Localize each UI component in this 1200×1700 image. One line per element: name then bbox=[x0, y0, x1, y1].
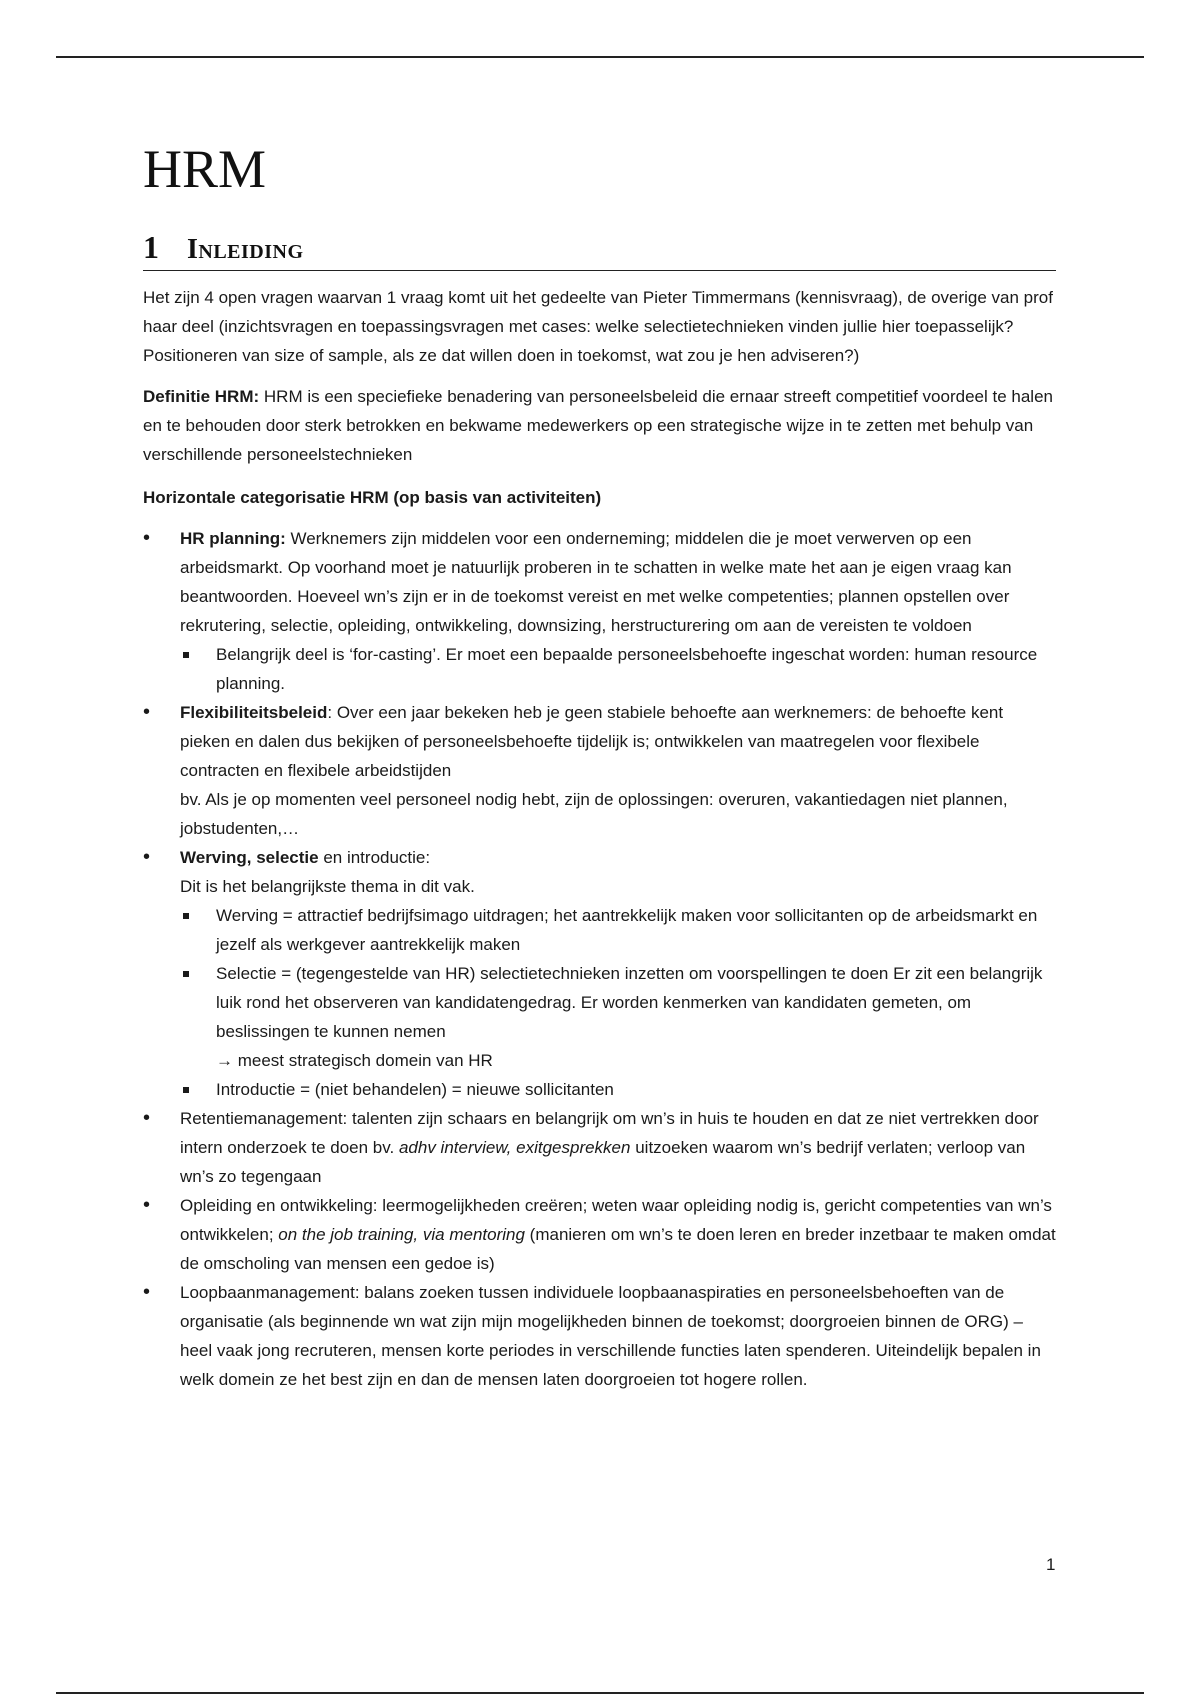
werving-sub1: Werving = attractief bedrijfsimago uitdragen; het aantrekkelijk maken voor sollicitanten op de arbeidsmarkt en jezelf als werkgever aantrekkelijk maken bbox=[216, 906, 1038, 955]
bullet-icon: • bbox=[143, 1194, 151, 1217]
bullet-icon: • bbox=[143, 527, 151, 550]
list-item-retentie bbox=[143, 1104, 1056, 1191]
categorisation-heading: Horizontale categorisatie HRM (op basis van activiteiten) bbox=[143, 488, 602, 508]
list-item-flexibiliteitsbeleid bbox=[143, 698, 1056, 843]
retentie-text-before: Retentiemanagement: talenten zijn schaars en belangrijk om wn’s in huis te houden en dat ze niet vertrekken door intern onderzoek te doen bv. bbox=[180, 1109, 1039, 1158]
opleiding-text-after: (manieren om wn’s te doen leren en breder inzetbaar te maken omdat de omscholing van mensen een gedoe is) bbox=[180, 1225, 1056, 1274]
activity-list bbox=[143, 524, 1056, 1394]
definition-paragraph bbox=[143, 382, 1056, 469]
header-rule bbox=[56, 56, 1144, 58]
werving-sub2: Selectie = (tegengestelde van HR) selectietechnieken inzetten om voorspellingen te doen Er zit een belangrijk luik rond het observeren van kandidatengedrag. Er worden kenmerken van kandidaten gemeten, om beslissingen te kunnen nemen bbox=[216, 964, 1043, 1042]
footer-rule bbox=[56, 1692, 1144, 1694]
hr-planning-sub1: Belangrijk deel is ‘for-casting’. Er moet een bepaalde personeelsbehoefte ingeschat worden: human resource planning. bbox=[216, 645, 1038, 694]
section-title: Inleiding bbox=[187, 234, 304, 266]
retentie-italic: adhv interview, exitgesprekken bbox=[398, 1138, 631, 1158]
hr-planning-label: HR planning: bbox=[180, 529, 286, 549]
retentie-text-after: uitzoeken waarom wn’s bedrijf verlaten; verloop van wn’s zo tegengaan bbox=[180, 1138, 1026, 1187]
loopbaan-text: Loopbaanmanagement: balans zoeken tussen individuele loopbaanaspiraties en personeelsbehoeften van de organisatie (als beginnende wn wat zijn mijn mogelijkheden binnen de toekomst; doorgroeien binnen de ORG) – heel vaak jong recruteren, mensen korte periodes in verschillende functies laten spenderen. Uiteindelijk bepalen in welk domein ze het best zijn en dan de mensen laten doorgroeien tot hogere rollen. bbox=[180, 1283, 1041, 1390]
flex-label: Flexibiliteitsbeleid bbox=[180, 703, 328, 723]
werving-sublist bbox=[180, 901, 1056, 1104]
section-heading bbox=[143, 229, 1056, 271]
list-item-werving bbox=[143, 843, 1056, 1104]
document-title: HRM bbox=[143, 139, 267, 199]
hr-planning-text: Werknemers zijn middelen voor een onderneming; middelen die je moet verwerven op een arbeidsmarkt. Op voorhand moet je natuurlijk proberen in te schatten in welke mate het aan je eigen vraag kan beantwoorden. Hoeveel wn’s zijn er in de toekomst vereist en met welke competenties; plannen opstellen over rekrutering, selectie, opleiding, ontwikkeling, downsizing, herstructurering om aan de vereisten te voldoen bbox=[180, 529, 1012, 636]
list-item-opleiding bbox=[143, 1191, 1056, 1278]
flex-text: : Over een jaar bekeken heb je geen stabiele behoefte aan werknemers: de behoefte kent pieken en dalen dus bekijken of personeelsbehoefte tijdelijk is; ontwikkelen van maatregelen voor flexibele contracten en flexibele arbeidstijden bbox=[180, 703, 1004, 781]
definition-text: HRM is een speciefieke benadering van personeelsbeleid die ernaar streeft competitief voordeel te halen en te behouden door sterk betrokken en bekwame medewerkers op een strategische wijze in te zetten met behulp van verschillende personeelstechnieken bbox=[143, 387, 1053, 465]
list-item-loopbaan bbox=[143, 1278, 1056, 1394]
sub-list-item bbox=[180, 640, 1056, 698]
square-bullet-icon bbox=[183, 652, 189, 658]
hr-planning-sublist bbox=[180, 640, 1056, 698]
section-number: 1 bbox=[143, 229, 159, 266]
definition-label: Definitie HRM: bbox=[143, 387, 260, 407]
list-item-hr-planning bbox=[143, 524, 1056, 698]
square-bullet-icon bbox=[183, 1087, 189, 1093]
square-bullet-icon bbox=[183, 913, 189, 919]
page-number: 1 bbox=[1046, 1555, 1056, 1574]
square-bullet-icon bbox=[183, 971, 189, 977]
werving-sub3: Introductie = (niet behandelen) = nieuwe sollicitanten bbox=[216, 1080, 614, 1100]
bullet-icon: • bbox=[143, 846, 151, 869]
intro-paragraph: Het zijn 4 open vragen waarvan 1 vraag komt uit het gedeelte van Pieter Timmermans (kennisvraag), de overige van prof haar deel (inzichtsvragen en toepassingsvragen met cases: welke selectietechnieken vinden jullie hier toepasselijk? Positioneren van size of sample, als ze dat willen doen in toekomst, wat zou je hen adviseren?) bbox=[143, 288, 1053, 366]
sub-list-item bbox=[180, 959, 1056, 1075]
opleiding-text-before: Opleiding en ontwikkeling: leermogelijkheden creëren; weten waar opleiding nodig is, gericht competenties van wn’s ontwikkelen; bbox=[180, 1196, 1052, 1245]
bullet-icon: • bbox=[143, 1281, 151, 1304]
werving-text: en introductie: bbox=[318, 848, 431, 868]
flex-extra: bv. Als je op momenten veel personeel nodig hebt, zijn de oplossingen: overuren, vakantiedagen niet plannen, jobstudenten,… bbox=[180, 790, 1008, 839]
sub-list-item bbox=[180, 1075, 1056, 1104]
bullet-icon: • bbox=[143, 1107, 151, 1130]
page-content bbox=[143, 140, 1056, 1394]
werving-extra: Dit is het belangrijkste thema in dit vak. bbox=[180, 877, 475, 897]
bullet-icon: • bbox=[143, 701, 151, 724]
werving-sub2-arrow: → meest strategisch domein van HR bbox=[216, 1051, 493, 1071]
sub-list-item bbox=[180, 901, 1056, 959]
opleiding-italic: on the job training, via mentoring bbox=[278, 1225, 525, 1245]
werving-label: Werving, selectie bbox=[180, 848, 319, 868]
